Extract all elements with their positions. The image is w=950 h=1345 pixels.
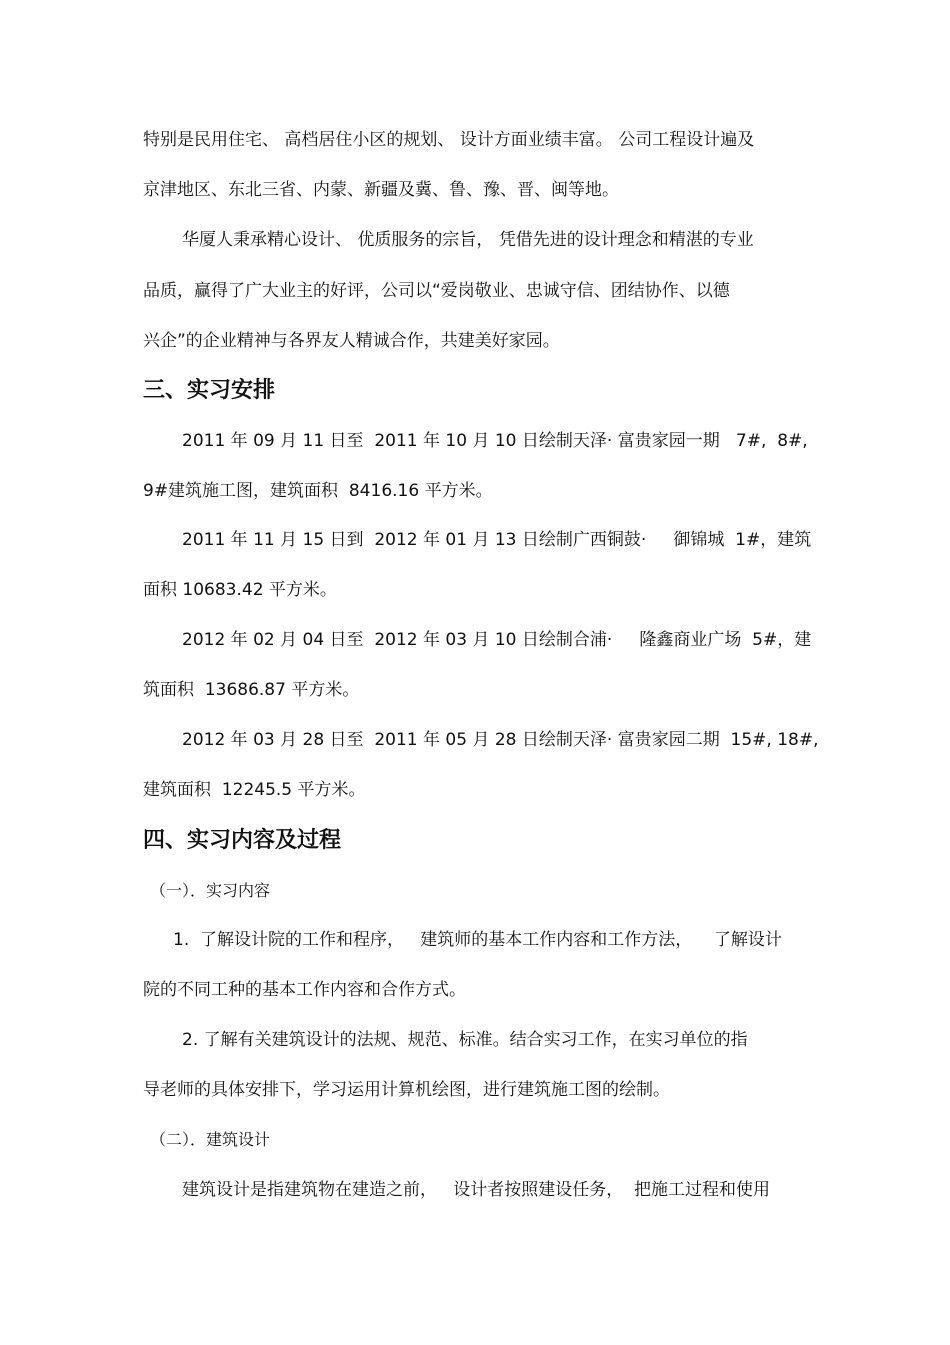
content-item-1-line-2: 院的不同工种的基本工作内容和合作方式。 bbox=[143, 980, 466, 1000]
section-4-heading: 四、实习内容及过程 bbox=[143, 828, 342, 853]
philosophy-paragraph-line-3: 兴企”的企业精神与各界友人精诚合作，共建美好家园。 bbox=[143, 331, 560, 351]
schedule-item-4-line-1: 2012 年 03 月 28 日至 2011 年 05 月 28 日绘制天泽· 富贵家园二期 15#, 18#, bbox=[182, 730, 819, 750]
subsection-1-heading: （一）．实习内容 bbox=[150, 881, 271, 900]
content-item-2-line-2: 导老师的具体安排下，学习运用计算机绘图，进行建筑施工图的绘制。 bbox=[143, 1080, 670, 1100]
company-paragraph-line-2: 京津地区、东北三省、内蒙、新疆及冀、鲁、豫、晋、闽等地。 bbox=[143, 180, 619, 200]
content-item-2-line-1: 2. 了解有关建筑设计的法规、规范、标准。结合实习工作，在实习单位的指 bbox=[182, 1030, 748, 1050]
philosophy-paragraph-line-1: 华厦人秉承精心设计、 优质服务的宗旨， 凭借先进的设计理念和精湛的专业 bbox=[182, 230, 754, 250]
company-paragraph-line-1: 特别是民用住宅、 高档居住小区的规划、 设计方面业绩丰富。 公司工程设计遍及 bbox=[143, 130, 755, 150]
schedule-item-3-line-1: 2012 年 02 月 04 日至 2012 年 03 月 10 日绘制合浦· 隆鑫商业广场 5#，建 bbox=[182, 630, 812, 650]
schedule-item-3-line-2: 筑面积 13686.87 平方米。 bbox=[143, 680, 360, 700]
schedule-item-4-line-2: 建筑面积 12245.5 平方米。 bbox=[143, 780, 366, 800]
content-item-1-line-1: 1. 了解设计院的工作和程序， 建筑师的基本工作内容和工作方法， 了解设计 bbox=[173, 930, 782, 950]
architecture-design-line-1: 建筑设计是指建筑物在建造之前， 设计者按照建设任务， 把施工过程和使用 bbox=[182, 1180, 771, 1200]
philosophy-paragraph-line-2: 品质，赢得了广大业主的好评，公司以“爱岗敬业、忠诚守信、团结协作、以德 bbox=[143, 281, 730, 301]
section-3-heading: 三、实习安排 bbox=[143, 378, 276, 403]
schedule-item-1-line-2: 9#建筑施工图，建筑面积 8416.16 平方米。 bbox=[143, 481, 493, 501]
subsection-2-heading: （二）．建筑设计 bbox=[150, 1130, 271, 1149]
schedule-item-2-line-2: 面积 10683.42 平方米。 bbox=[143, 580, 337, 600]
schedule-item-2-line-1: 2011 年 11 月 15 日到 2012 年 01 月 13 日绘制广西铜鼓· 御锦城 1#，建筑 bbox=[182, 530, 812, 550]
schedule-item-1-line-1: 2011 年 09 月 11 日至 2011 年 10 月 10 日绘制天泽· 富贵家园一期 7#, 8#, bbox=[182, 431, 808, 451]
